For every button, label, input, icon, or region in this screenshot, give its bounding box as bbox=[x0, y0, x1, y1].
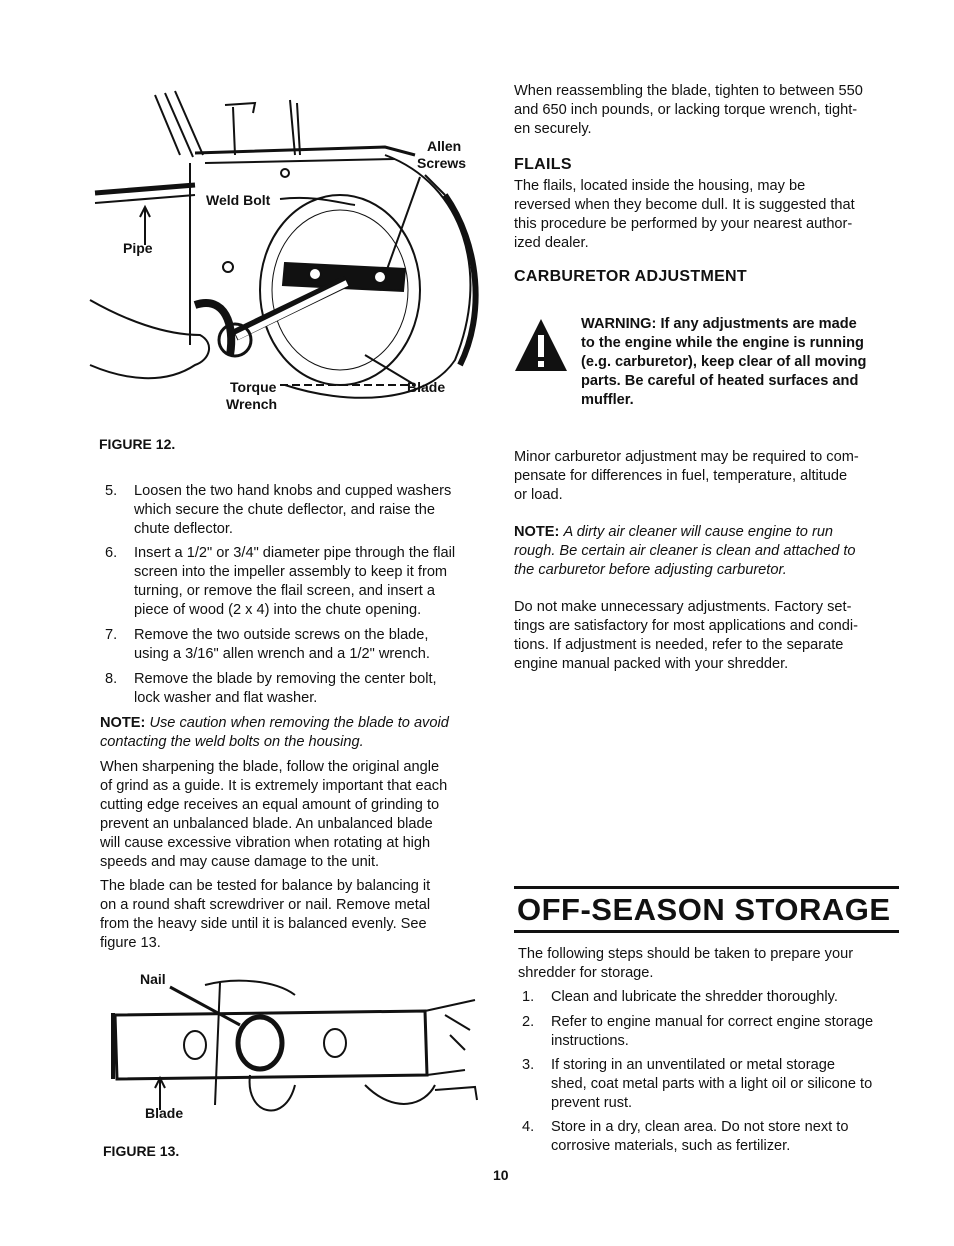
storage-step-2-text: Refer to engine manual for correct engine storage instructions. bbox=[551, 1014, 874, 1049]
minor-adjustment-paragraph: Minor carburetor adjustment may be required to com- pensate for differences in fuel, temperature, altitude or load. bbox=[514, 449, 859, 503]
air-cleaner-note: NOTE: A dirty air cleaner will cause engine to run rough. Be certain air cleaner is clean and attached to the carburetor before adjusting carburetor. bbox=[514, 524, 856, 578]
balance-paragraph: The blade can be tested for balance by balancing it on a round shaft screwdriver or nail. Remove metal from the heavy side until it is balanced evenly. See figure 13. bbox=[100, 878, 431, 951]
storage-step-4-text: Store in a dry, clean area. Do not store next to corrosive materials, such as fertilizer. bbox=[551, 1119, 849, 1154]
unnecessary-adjustments-paragraph: Do not make unnecessary adjustments. Factory set- tings are satisfactory for most applications and condi- tions. If adjustment is needed, refer to the separate engine manual packed with your shredder. bbox=[514, 599, 858, 672]
flails-paragraph: The flails, located inside the housing, may be reversed when they become dull. It is suggested that this procedure be performed by your nearest author- ized dealer. bbox=[514, 178, 855, 251]
storage-step-3-text: If storing in an unventilated or metal storage shed, coat metal parts with a light oil or silicone to prevent rust. bbox=[551, 1057, 873, 1111]
step-8-number: 8. bbox=[105, 671, 118, 687]
storage-step-1-text: Clean and lubricate the shredder thoroughly. bbox=[551, 989, 838, 1005]
label-wrench: Wrench bbox=[226, 396, 278, 412]
page-number: 10 bbox=[493, 1167, 509, 1183]
step-5-number: 5. bbox=[105, 483, 118, 499]
figure-13-caption: FIGURE 13. bbox=[103, 1143, 180, 1159]
label-weld-bolt: Weld Bolt bbox=[206, 192, 271, 208]
step-5-text: Loosen the two hand knobs and cupped washers which secure the chute deflector, and raise the chute deflector. bbox=[134, 483, 452, 537]
storage-top-rule bbox=[514, 886, 899, 889]
label-screws: Screws bbox=[417, 155, 467, 171]
note-label: NOTE: bbox=[100, 715, 146, 731]
storage-step-3-number: 3. bbox=[522, 1057, 535, 1073]
storage-step-4-number: 4. bbox=[522, 1119, 535, 1135]
label-nail: Nail bbox=[140, 971, 166, 987]
step-7-text: Remove the two outside screws on the blade, using a 3/16" allen wrench and a 1/2" wrench. bbox=[134, 627, 430, 662]
label-pipe: Pipe bbox=[123, 240, 153, 256]
carburetor-adjustment-heading: CARBURETOR ADJUSTMENT bbox=[514, 268, 747, 285]
storage-intro: The following steps should be taken to prepare your shredder for storage. bbox=[518, 946, 854, 981]
label-blade-fig12: Blade bbox=[407, 379, 446, 395]
storage-step-2-number: 2. bbox=[522, 1014, 535, 1030]
warning-text: WARNING: If any adjustments are made to the engine while the engine is running (e.g. carburetor), keep clear of all moving parts. Be careful of heated surfaces and muffler. bbox=[581, 316, 867, 408]
figure-12-caption: FIGURE 12. bbox=[99, 436, 176, 452]
label-blade-fig13: Blade bbox=[145, 1105, 184, 1121]
step-6-number: 6. bbox=[105, 545, 118, 561]
storage-bottom-rule bbox=[514, 930, 899, 933]
step-6-text: Insert a 1/2" or 3/4" diameter pipe through the flail screen into the impeller assembly to keep it from turning, or remove the flail screen, and insert a piece of wood (2 x 4) into the chute opening. bbox=[134, 545, 456, 618]
off-season-storage-heading: OFF-SEASON STORAGE bbox=[517, 892, 891, 927]
reassembling-paragraph: When reassembling the blade, tighten to between 550 and 650 inch pounds, or lacking torque wrench, tight- en securely. bbox=[514, 83, 863, 137]
step-7-number: 7. bbox=[105, 627, 118, 643]
label-torque: Torque bbox=[230, 379, 277, 395]
air-cleaner-note-label: NOTE: bbox=[514, 524, 560, 540]
label-allen: Allen bbox=[427, 138, 462, 154]
sharpening-paragraph: When sharpening the blade, follow the original angle of grind as a guide. It is extremely important that each cutting edge receives an equal amount of grinding to prevent an unbalanced blade. An unbalanced blade will cause excessive vibration when rotating at high speeds and may cause damage to the unit. bbox=[100, 759, 448, 870]
flails-heading: FLAILS bbox=[514, 156, 572, 173]
storage-step-1-number: 1. bbox=[522, 989, 535, 1005]
warning-triangle-icon bbox=[513, 317, 569, 373]
blade-caution-note: NOTE: Use caution when removing the blade to avoid contacting the weld bolts on the housing. bbox=[100, 715, 449, 750]
step-8-text: Remove the blade by removing the center bolt, lock washer and flat washer. bbox=[134, 671, 437, 706]
